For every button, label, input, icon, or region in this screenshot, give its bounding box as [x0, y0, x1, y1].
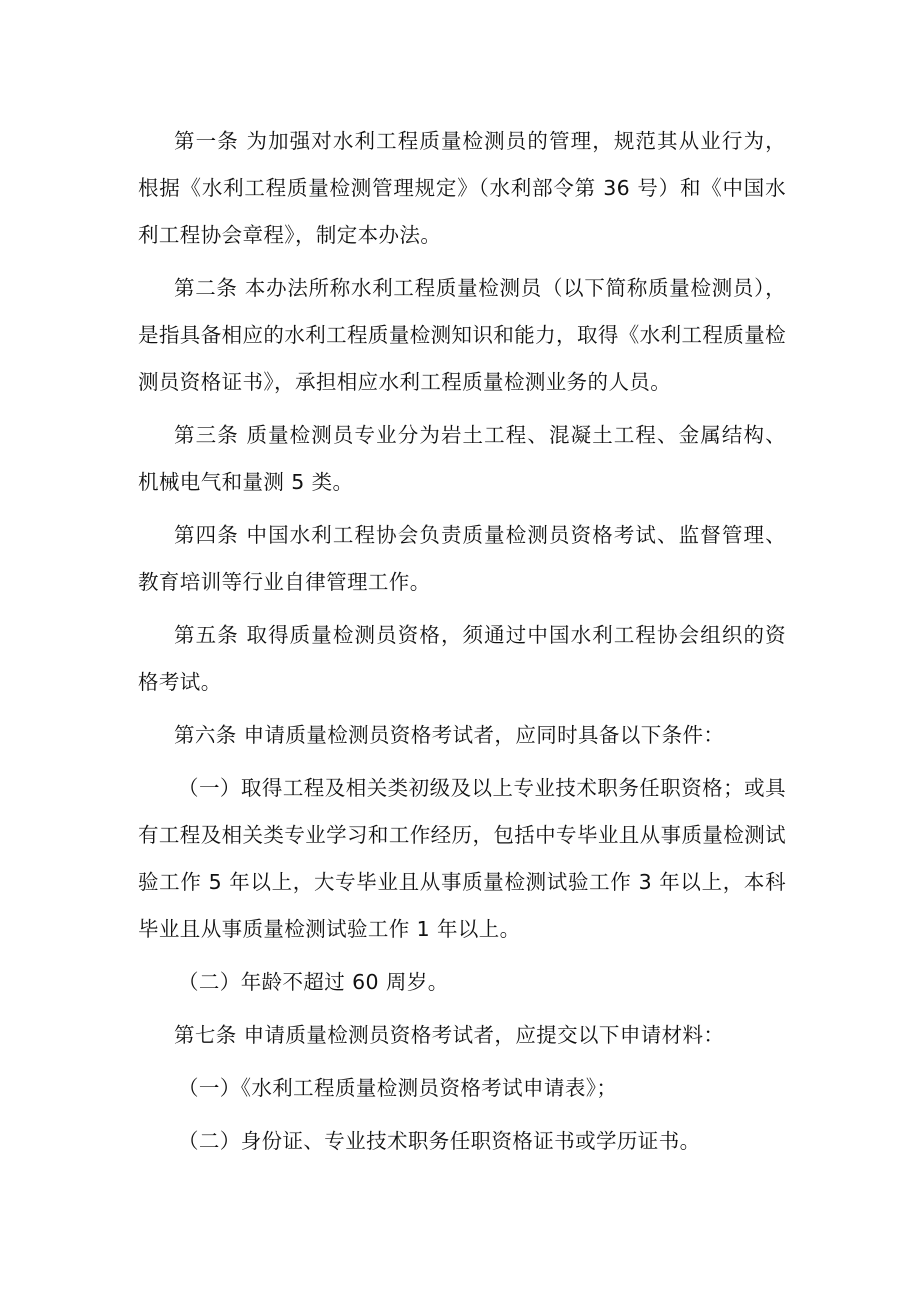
article-2-paragraph: 第二条 本办法所称水利工程质量检测员（以下简称质量检测员），是指具备相应的水利工程质量检测知识和能力，取得《水利工程质量检测员资格证书》，承担相应水利工程质量检测业务的人员。: [138, 276, 786, 394]
article-7-item-1: （一）《水利工程质量检测员资格考试申请表》；: [178, 1076, 618, 1100]
article-5-paragraph: 第五条 取得质量检测员资格，须通过中国水利工程协会组织的资格考试。: [138, 623, 786, 694]
article-6-paragraph: 第六条 申请质量检测员资格考试者，应同时具备以下条件：: [174, 723, 725, 747]
article-6-item-2: （二）年龄不超过 60 周岁。: [178, 970, 449, 994]
article-7-paragraph: 第七条 申请质量检测员资格考试者，应提交以下申请材料：: [174, 1023, 725, 1047]
article-6-item-1: （一）取得工程及相关类初级及以上专业技术职务任职资格；或具有工程及相关类专业学习和工作经历，包括中专毕业且从事质量检测试验工作 5 年以上，大专毕业且从事质量检测试验工作 3 年以上，本科毕业且从事质量检测试验工作 1 年以上。: [138, 776, 786, 941]
article-4-paragraph: 第四条 中国水利工程协会负责质量检测员资格考试、监督管理、教育培训等行业自律管理工作。: [138, 523, 786, 594]
article-3-paragraph: 第三条 质量检测员专业分为岩土工程、混凝土工程、金属结构、机械电气和量测 5 类。: [138, 423, 786, 494]
article-7-item-2: （二）身份证、专业技术职务任职资格证书或学历证书。: [178, 1129, 701, 1153]
document-body: [138, 118, 786, 1171]
article-1-paragraph: 第一条 为加强对水利工程质量检测员的管理，规范其从业行为，根据《水利工程质量检测管理规定》（水利部令第 36 号）和《中国水利工程协会章程》，制定本办法。: [138, 129, 786, 247]
